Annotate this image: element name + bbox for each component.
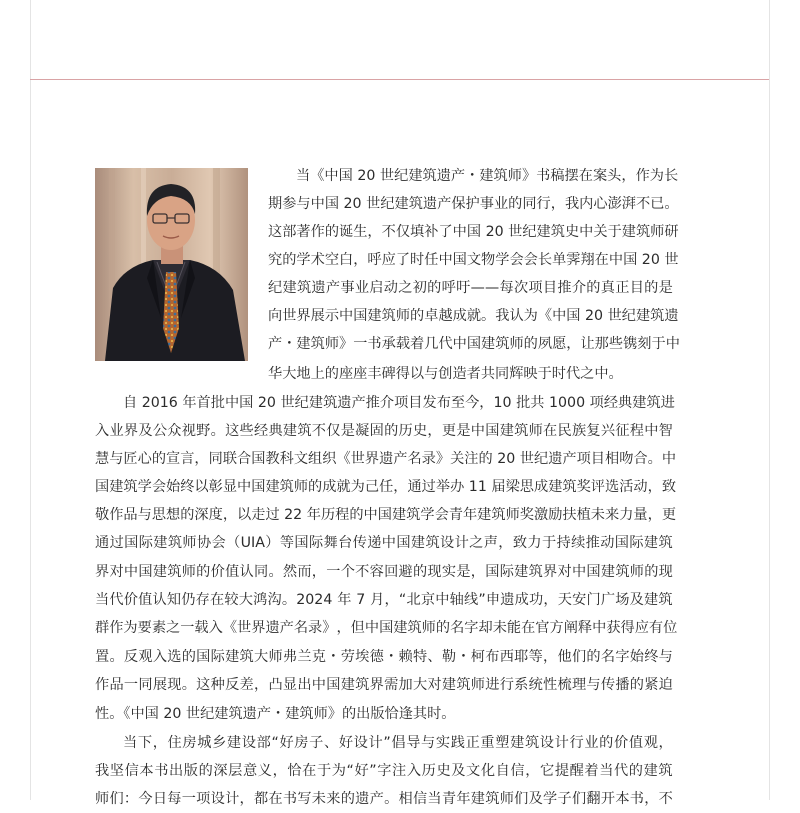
paragraph-line: 置 。 反 观 入 选 的 国 际 建 筑 大 师 弗 兰 克 ・ 劳 埃 德 ・ 赖 特 、 勒 ・ 柯 布 西 耶 等 ， 他 们 的 名 字 始 终 与 xyxy=(95,649,673,665)
paragraph-line: 界 对 中 国 建 筑 师 的 价 值 认 同 。 然 而 ， 一 个 不 容 回 避 的 现 实 是 ， 国 际 建 筑 界 对 中 国 建 筑 师 的 现 xyxy=(95,564,673,580)
paragraph-line: 自 2016 年 首 批 中 国 20 世 纪 建 筑 遗 产 推 介 项 目 发 布 至 今 ， 10 批 共 1000 项 经 典 建 筑 进 xyxy=(123,395,675,411)
paragraph-line: 性。《中国 20 世纪建筑遗产・建筑师》的出版恰逢其时。 xyxy=(95,706,456,722)
paragraph-line: 通 过 国 际 建 筑 师 协 会 （ UIA ） 等 国 际 舞 台 传 递 中 国 建 筑 设 计 之 声 ， 致 力 于 持 续 推 动 国 际 建 筑 xyxy=(95,535,673,551)
header-divider xyxy=(30,79,769,80)
paragraph-line: 作 品 一 同 展 现 。 这 种 反 差 ， 凸 显 出 中 国 建 筑 界 需 加 大 对 建 筑 师 进 行 系 统 性 梳 理 与 传 播 的 紧 迫 xyxy=(95,677,673,693)
paragraph-line: 国 建 筑 学 会 始 终 以 彰 显 中 国 建 筑 师 的 成 就 为 己 任 ， 通 过 举 办 11 届 梁 思 成 建 筑 奖 评 选 活 动 ， 致 xyxy=(95,479,677,495)
paragraph-line: 当 下 ， 住 房 城 乡 建 设 部 “ 好 房 子 、 好 设 计 ” 倡 导 与 实 践 正 重 塑 建 筑 设 计 行 业 的 价 值 观 ， xyxy=(123,735,673,751)
paragraph-line: 纪 建 筑 遗 产 事 业 启 动 之 初 的 呼 吁 — — 每 次 项 目 推 介 的 真 正 目 的 是 xyxy=(268,280,673,296)
paragraph-line: 当 《 中 国 20 世 纪 建 筑 遗 产 ・ 建 筑 师 》 书 稿 摆 在 案 头 ， 作 为 长 xyxy=(296,168,679,184)
paragraph-line: 慧 与 匠 心 的 宣 言 ， 同 联 合 国 教 科 文 组 织 《 世 界 遗 产 名 录 》 关 注 的 20 世 纪 遗 产 项 目 相 吻 合 。 中 xyxy=(95,451,677,467)
paragraph-line: 期 参 与 中 国 20 世 纪 建 筑 遗 产 保 护 事 业 的 同 行 ， 我 内 心 澎 湃 不 已 。 xyxy=(268,196,679,212)
paragraph-line: 入 业 界 及 公 众 视 野 。 这 些 经 典 建 筑 不 仅 是 凝 固 的 历 史 ， 更 是 中 国 建 筑 师 在 民 族 复 兴 征 程 中 智 xyxy=(95,423,673,439)
paragraph-line: 产 ・ 建 筑 师 》 一 书 承 载 着 几 代 中 国 建 筑 师 的 夙 愿 ， 让 那 些 镌 刻 于 中 xyxy=(268,336,680,352)
paragraph-line: 究 的 学 术 空 白 ， 呼 应 了 时 任 中 国 文 物 学 会 会 长 单 霁 翔 在 中 国 20 世 xyxy=(268,252,679,268)
portrait-illustration xyxy=(95,168,248,361)
paragraph-line: 向 世 界 展 示 中 国 建 筑 师 的 卓 越 成 就 。 我 认 为 《 中 国 20 世 纪 建 筑 遗 xyxy=(268,308,679,324)
paragraph-line: 当 代 价 值 认 知 仍 存 在 较 大 鸿 沟 。 2024 年 7 月 ， “ 北 京 中 轴 线 ” 申 遗 成 功 ， 天 安 门 广 场 及 建 筑 xyxy=(95,592,673,608)
paragraph-line: 我 坚 信 本 书 出 版 的 深 层 意 义 ， 恰 在 于 为 “ 好 ” 字 注 入 历 史 及 文 化 自 信 ， 它 提 醒 着 当 代 的 建 筑 xyxy=(95,763,673,779)
paragraph-line: 这 部 著 作 的 诞 生 ， 不 仅 填 补 了 中 国 20 世 纪 建 筑 史 中 关 于 建 筑 师 研 xyxy=(268,224,679,240)
paragraph-line: 敬 作 品 与 思 想 的 深 度 ， 以 走 过 22 年 历 程 的 中 国 建 筑 学 会 青 年 建 筑 师 奖 激 励 扶 植 未 来 力 量 ， 更 xyxy=(95,507,677,523)
paragraph-line: 师 们 ： 今 日 每 一 项 设 计 ， 都 在 书 写 未 来 的 遗 产 。 相 信 当 青 年 建 筑 师 们 及 学 子 们 翻 开 本 书 ， 不 xyxy=(95,791,673,807)
paragraph-line: 华大地上的座座丰碑得以与创造者共同辉映于时代之中。 xyxy=(268,366,623,382)
author-portrait-photo xyxy=(95,168,248,361)
paragraph-line: 群 作 为 要 素 之 一 载 入 《 世 界 遗 产 名 录 》 ， 但 中 国 建 筑 师 的 名 字 却 未 能 在 官 方 阐 释 中 获 得 应 有 位 xyxy=(95,620,678,636)
